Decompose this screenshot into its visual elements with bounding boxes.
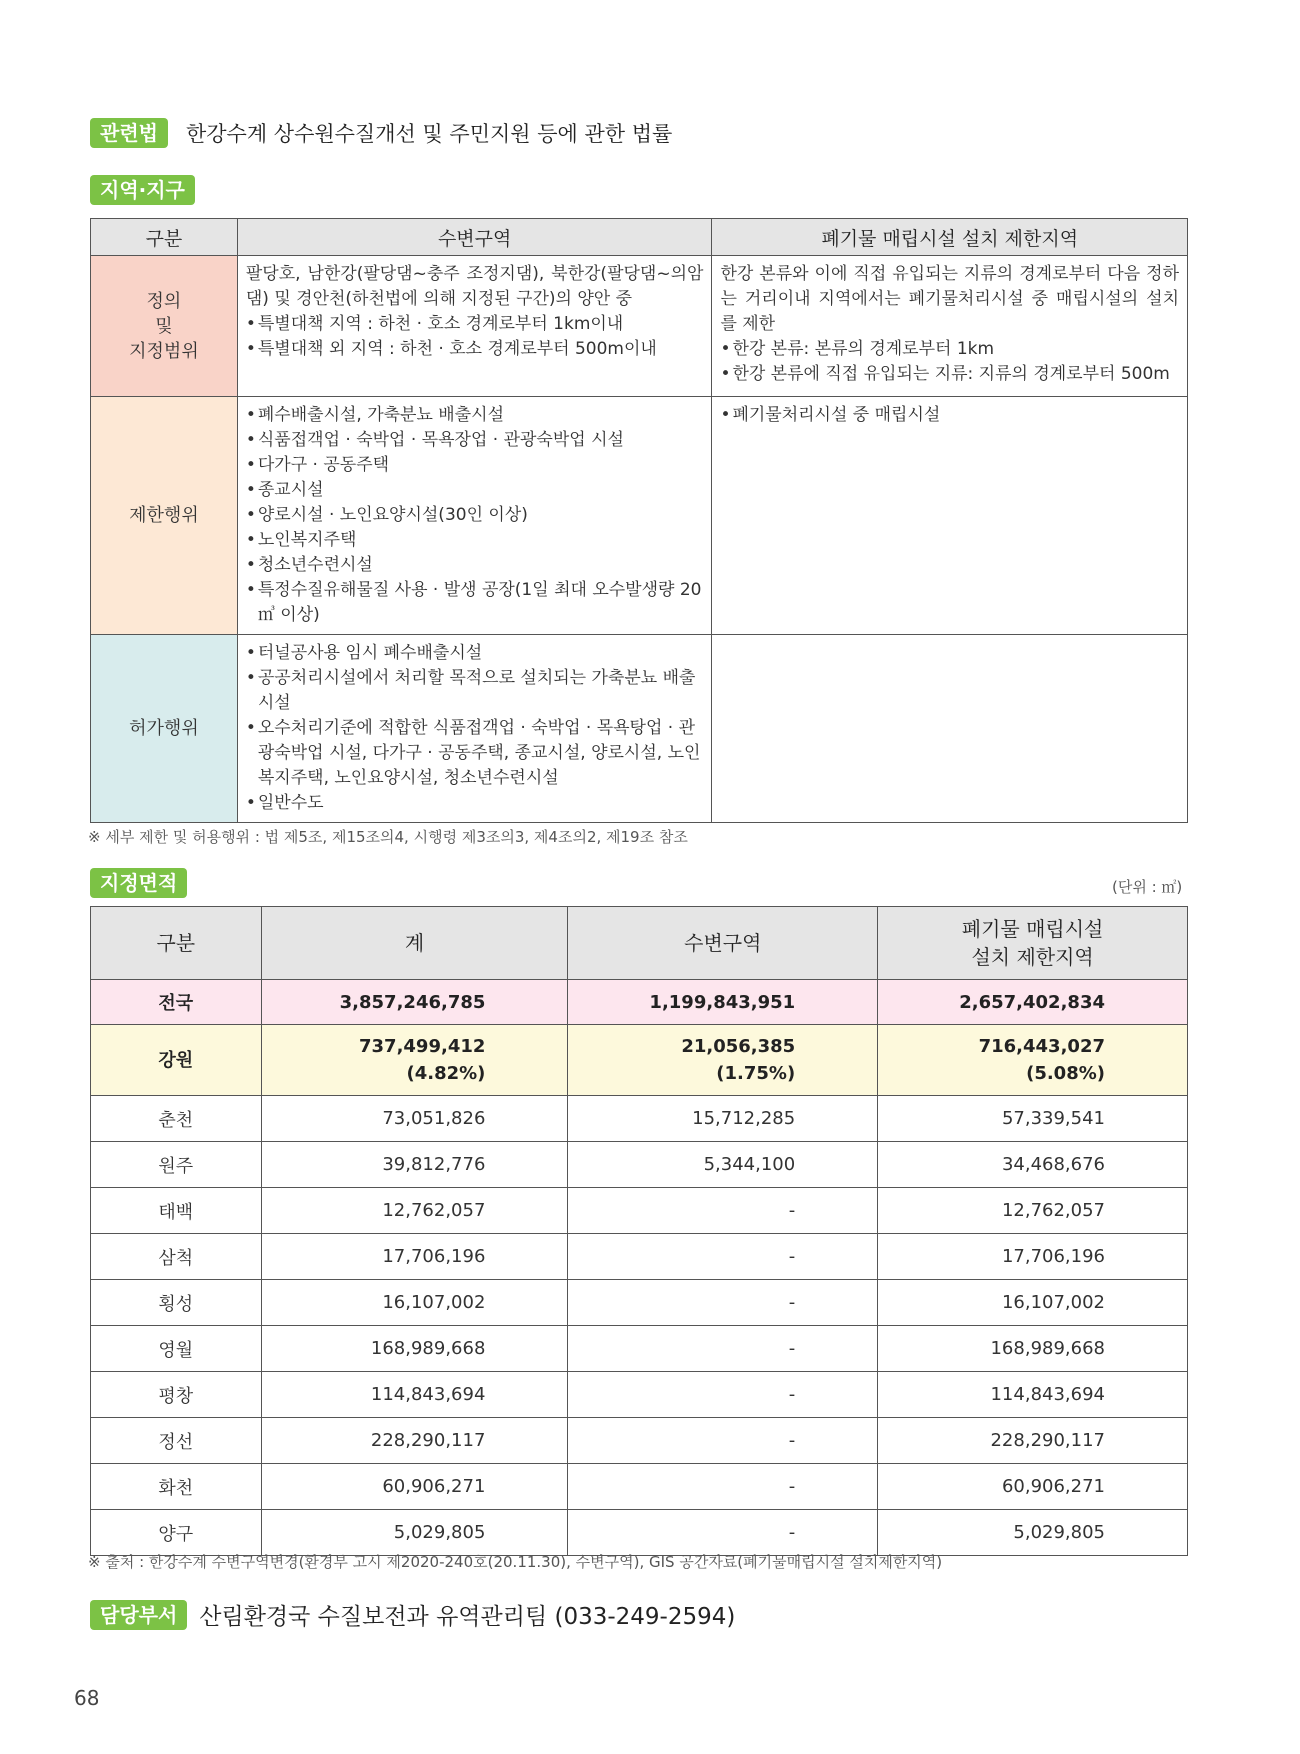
table-row <box>91 1142 1188 1188</box>
riparian-cell: 5,344,100 <box>568 1142 878 1188</box>
landfill-cell: 2,657,402,834 <box>878 980 1188 1025</box>
list-item: • 양로시설 · 노인요양시설(30인 이상) <box>246 503 704 528</box>
total-cell: 16,107,002 <box>261 1280 568 1326</box>
landfill-cell: 114,843,694 <box>878 1372 1188 1418</box>
list-item: • 특정수질유해물질 사용 · 발생 공장(1일 최대 오수발생량 20㎥ 이상) <box>246 578 704 628</box>
table-row-national <box>91 980 1188 1025</box>
total-cell: 737,499,412 (4.82%) <box>261 1025 568 1096</box>
zone-section-heading <box>90 175 195 205</box>
total-cell: 5,029,805 <box>261 1510 568 1556</box>
zone-row-permitted <box>91 635 1188 823</box>
zone-tag: 지역·지구 <box>90 175 195 205</box>
region-name: 태백 <box>91 1188 262 1234</box>
landfill-cell: 60,906,271 <box>878 1464 1188 1510</box>
zone-table <box>90 218 1188 823</box>
list-item: • 오수처리기준에 적합한 식품접객업 · 숙박업 · 목욕탕업 · 관광숙박업 시설, 다가구 · 공동주택, 종교시설, 양로시설, 노인복지주택, 노인요양시설, 청소년수련시설 <box>246 716 704 791</box>
riparian-cell: - <box>568 1372 878 1418</box>
definition-intro: 한강 본류와 이에 직접 유입되는 지류의 경계로부터 다음 정하는 거리이내 지역에서는 폐기물처리시설 중 매립시설의 설치를 제한 <box>720 264 1179 334</box>
list-item: • 일반수도 <box>246 791 704 816</box>
landfill-cell: 34,468,676 <box>878 1142 1188 1188</box>
table-row <box>91 1464 1188 1510</box>
list-item: • 노인복지주택 <box>246 528 704 553</box>
total-cell: 12,762,057 <box>261 1188 568 1234</box>
region-name: 정선 <box>91 1418 262 1464</box>
zone-restricted-riparian <box>237 397 712 635</box>
riparian-cell: - <box>568 1464 878 1510</box>
area-header-landfill: 폐기물 매립시설 설치 제한지역 <box>878 907 1188 980</box>
area-table-header <box>91 907 1188 980</box>
table-row <box>91 1188 1188 1234</box>
zone-definition-landfill <box>712 256 1188 397</box>
zone-table-header <box>91 219 1188 256</box>
region-name: 원주 <box>91 1142 262 1188</box>
region-name: 삼척 <box>91 1234 262 1280</box>
region-name: 전국 <box>91 980 262 1025</box>
riparian-cell: - <box>568 1188 878 1234</box>
region-name: 강원 <box>91 1025 262 1096</box>
list-item: • 한강 본류: 본류의 경계로부터 1km <box>720 337 1179 362</box>
region-name: 평창 <box>91 1372 262 1418</box>
area-header-total: 계 <box>261 907 568 980</box>
riparian-cell: - <box>568 1510 878 1556</box>
department-tag: 담당부서 <box>90 1600 187 1630</box>
area-tag: 지정면적 <box>90 868 187 898</box>
list-item: • 종교시설 <box>246 478 704 503</box>
landfill-cell: 17,706,196 <box>878 1234 1188 1280</box>
landfill-cell: 16,107,002 <box>878 1280 1188 1326</box>
unit-label: (단위 : ㎡) <box>1112 878 1183 896</box>
list-item: • 다가구 · 공동주택 <box>246 453 704 478</box>
landfill-cell: 716,443,027 (5.08%) <box>878 1025 1188 1096</box>
riparian-cell: 1,199,843,951 <box>568 980 878 1025</box>
zone-header-landfill: 폐기물 매립시설 설치 제한지역 <box>712 219 1188 256</box>
total-cell: 60,906,271 <box>261 1464 568 1510</box>
region-name: 횡성 <box>91 1280 262 1326</box>
page-number: 68 <box>74 1686 100 1710</box>
landfill-cell: 228,290,117 <box>878 1418 1188 1464</box>
total-cell: 73,051,826 <box>261 1096 568 1142</box>
landfill-cell: 168,989,668 <box>878 1326 1188 1372</box>
landfill-cell: 57,339,541 <box>878 1096 1188 1142</box>
table-row <box>91 1418 1188 1464</box>
zone-footnote: ※ 세부 제한 및 허용행위 : 법 제5조, 제15조의4, 시행령 제3조의3, 제4조의2, 제19조 참조 <box>88 828 688 846</box>
zone-row-definition <box>91 256 1188 397</box>
list-item: • 특별대책 지역 : 하천 · 호소 경계로부터 1km이내 <box>246 312 704 337</box>
riparian-cell: 21,056,385 (1.75%) <box>568 1025 878 1096</box>
list-item: • 식품접객업 · 숙박업 · 목욕장업 · 관광숙박업 시설 <box>246 428 704 453</box>
area-section-heading <box>90 868 187 898</box>
zone-permitted-landfill <box>712 635 1188 823</box>
total-cell: 17,706,196 <box>261 1234 568 1280</box>
total-cell: 3,857,246,785 <box>261 980 568 1025</box>
region-name: 화천 <box>91 1464 262 1510</box>
table-row-gangwon <box>91 1025 1188 1096</box>
zone-restricted-landfill <box>712 397 1188 635</box>
table-row <box>91 1510 1188 1556</box>
area-header-category: 구분 <box>91 907 262 980</box>
riparian-cell: - <box>568 1418 878 1464</box>
related-law-text: 한강수계 상수원수질개선 및 주민지원 등에 관한 법률 <box>185 122 673 146</box>
zone-header-riparian: 수변구역 <box>237 219 712 256</box>
landfill-cell: 12,762,057 <box>878 1188 1188 1234</box>
zone-permitted-riparian <box>237 635 712 823</box>
table-row <box>91 1372 1188 1418</box>
total-cell: 114,843,694 <box>261 1372 568 1418</box>
area-header-riparian: 수변구역 <box>568 907 878 980</box>
table-row <box>91 1234 1188 1280</box>
department-text: 산림환경국 수질보전과 유역관리팀 (033-249-2594) <box>199 1604 736 1630</box>
zone-label-definition: 정의 및 지정범위 <box>91 256 238 397</box>
zone-label-permitted: 허가행위 <box>91 635 238 823</box>
table-row <box>91 1096 1188 1142</box>
total-cell: 39,812,776 <box>261 1142 568 1188</box>
total-cell: 168,989,668 <box>261 1326 568 1372</box>
source-footnote: ※ 출처 : 한강수계 수변구역변경(환경부 고시 제2020-240호(20.11.30), 수변구역), GIS 공간자료(폐기물매립시설 설치제한지역) <box>88 1553 943 1571</box>
department <box>90 1598 735 1631</box>
related-law-tag: 관련법 <box>90 118 168 148</box>
landfill-cell: 5,029,805 <box>878 1510 1188 1556</box>
definition-intro: 팔당호, 남한강(팔당댐~충주 조정지댐), 북한강(팔당댐~의암댐) 및 경안천(하천법에 의해 지정된 구간)의 양안 중 <box>245 264 704 309</box>
riparian-cell: - <box>568 1326 878 1372</box>
table-row <box>91 1326 1188 1372</box>
total-cell: 228,290,117 <box>261 1418 568 1464</box>
list-item: • 청소년수련시설 <box>246 553 704 578</box>
zone-header-category: 구분 <box>91 219 238 256</box>
list-item: • 폐수배출시설, 가축분뇨 배출시설 <box>246 403 704 428</box>
list-item: • 공공처리시설에서 처리할 목적으로 설치되는 가축분뇨 배출시설 <box>246 666 704 716</box>
zone-label-restricted: 제한행위 <box>91 397 238 635</box>
zone-row-restricted <box>91 397 1188 635</box>
list-item: • 특별대책 외 지역 : 하천 · 호소 경계로부터 500m이내 <box>246 337 704 362</box>
list-item: • 폐기물처리시설 중 매립시설 <box>720 403 1179 428</box>
list-item: • 터널공사용 임시 폐수배출시설 <box>246 641 704 666</box>
riparian-cell: - <box>568 1234 878 1280</box>
zone-definition-riparian <box>237 256 712 397</box>
related-law <box>90 118 672 148</box>
table-row <box>91 1280 1188 1326</box>
region-name: 영월 <box>91 1326 262 1372</box>
region-name: 춘천 <box>91 1096 262 1142</box>
list-item: • 한강 본류에 직접 유입되는 지류: 지류의 경계로부터 500m <box>720 362 1179 387</box>
riparian-cell: 15,712,285 <box>568 1096 878 1142</box>
region-name: 양구 <box>91 1510 262 1556</box>
area-table <box>90 906 1188 1556</box>
riparian-cell: - <box>568 1280 878 1326</box>
